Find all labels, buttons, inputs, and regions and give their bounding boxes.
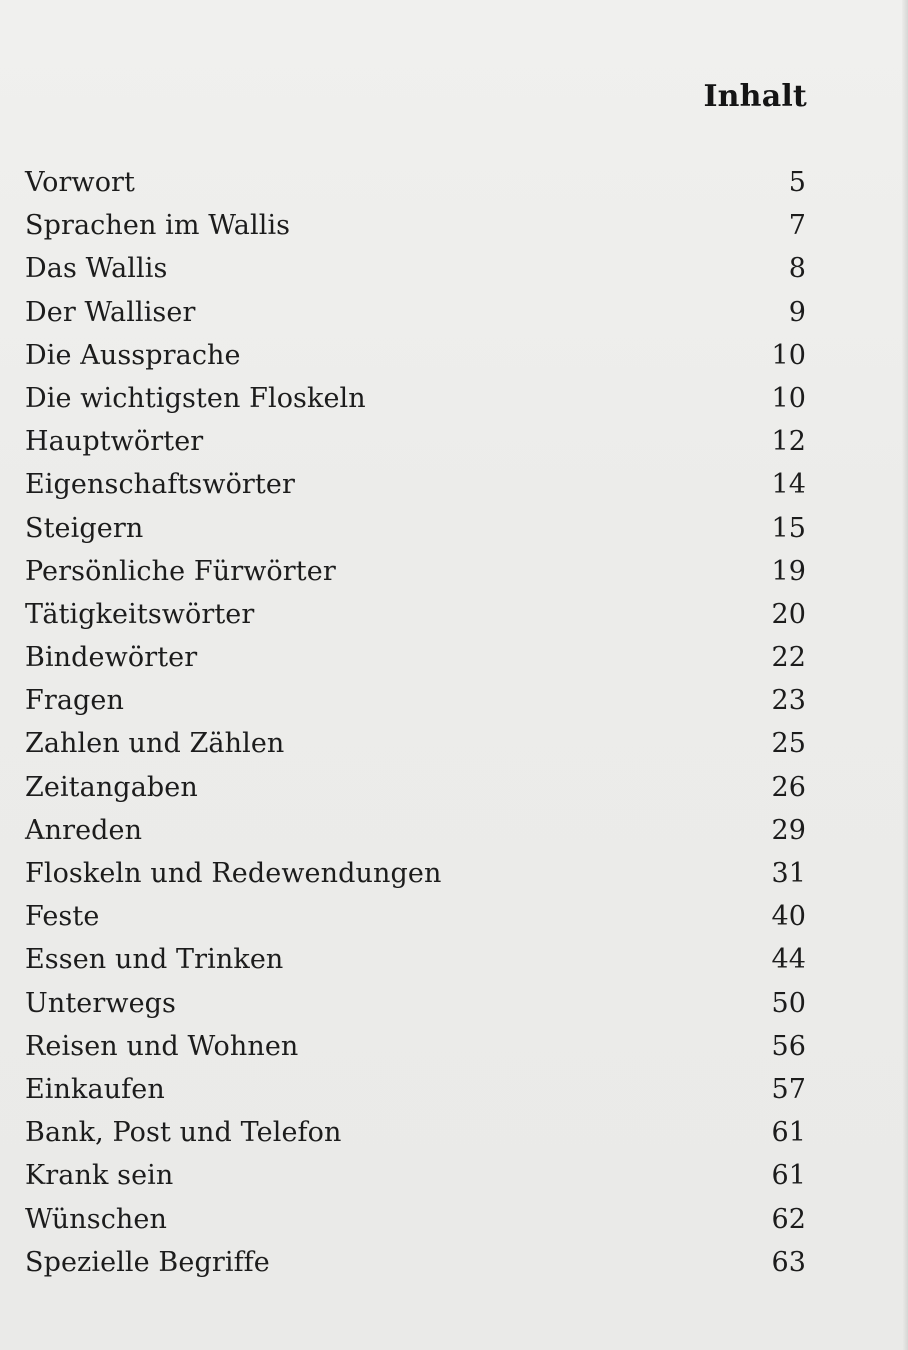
toc-entry-label: Fragen (25, 685, 124, 717)
toc-entry (25, 161, 806, 204)
toc-entry (25, 895, 806, 938)
toc-entry-label: Bank, Post und Telefon (25, 1117, 342, 1149)
toc-entry-page: 31 (771, 858, 806, 889)
toc-entry-page: 26 (771, 771, 806, 803)
toc-entry-label: Feste (25, 901, 100, 933)
toc-entry-page: 61 (771, 1117, 806, 1149)
toc-entry-page: 57 (771, 1073, 806, 1105)
toc-entry (25, 852, 806, 895)
toc-entry-label: Zahlen und Zählen (25, 728, 285, 760)
toc-entry-page: 20 (771, 598, 806, 630)
toc-entry-label: Sprachen im Wallis (25, 210, 291, 242)
toc-entry (25, 938, 806, 981)
toc-entry-page: 19 (771, 555, 806, 587)
toc-entry-label: Persönliche Fürwörter (25, 555, 336, 587)
toc-entry (25, 809, 806, 852)
toc-entry-label: Hauptwörter (25, 426, 204, 458)
toc-entry (25, 766, 806, 809)
toc-entry-label: Anreden (25, 814, 143, 846)
toc-entry-label: Unterwegs (25, 987, 177, 1019)
toc-list (25, 161, 806, 1284)
page-edge-shadow (902, 0, 908, 1350)
toc-entry (25, 334, 806, 377)
toc-entry-label: Das Wallis (25, 253, 168, 285)
toc-entry (25, 1241, 806, 1284)
toc-entry (25, 550, 806, 593)
toc-entry-page: 8 (788, 253, 806, 285)
toc-entry (25, 1025, 806, 1068)
toc-entry-page: 22 (771, 642, 806, 674)
toc-entry (25, 1198, 806, 1241)
toc-entry-page: 14 (771, 469, 806, 501)
toc-entry-page: 61 (771, 1160, 806, 1192)
toc-entry (25, 377, 806, 420)
toc-entry (25, 679, 806, 722)
toc-entry-label: Eigenschaftswörter (25, 469, 295, 501)
toc-entry-page: 56 (771, 1030, 806, 1062)
toc-entry (25, 420, 806, 463)
toc-entry (25, 1068, 806, 1111)
toc-entry-page: 63 (771, 1246, 806, 1278)
toc-entry-label: Reisen und Wohnen (25, 1030, 299, 1062)
toc-entry (25, 463, 806, 506)
toc-entry-label: Die wichtigsten Floskeln (25, 382, 366, 414)
toc-entry-page: 25 (771, 728, 806, 760)
toc-entry-label: Wünschen (25, 1203, 167, 1235)
toc-entry-label: Die Aussprache (25, 339, 241, 371)
toc-entry-page: 7 (788, 210, 806, 242)
toc-entry-page: 29 (771, 814, 806, 846)
toc-entry (25, 982, 806, 1025)
toc-entry-page: 44 (771, 944, 806, 976)
toc-entry-page: 10 (771, 339, 806, 371)
toc-entry-label: Spezielle Begriffe (25, 1246, 270, 1278)
toc-entry-page: 50 (771, 987, 806, 1019)
toc-entry-label: Der Walliser (25, 296, 196, 328)
toc-entry-label: Steigern (25, 512, 144, 544)
toc-entry-label: Vorwort (25, 167, 136, 198)
toc-entry (25, 507, 806, 550)
toc-entry-page: 12 (771, 426, 806, 458)
toc-entry-label: Krank sein (25, 1160, 174, 1192)
toc-entry-page: 23 (771, 685, 806, 717)
toc-entry-label: Essen und Trinken (25, 944, 284, 976)
toc-entry-page: 40 (771, 901, 806, 933)
toc-entry-label: Floskeln und Redewendungen (25, 858, 442, 889)
toc-entry (25, 722, 806, 765)
toc-entry-page: 5 (788, 167, 806, 198)
toc-entry (25, 291, 806, 334)
toc-entry (25, 1111, 806, 1154)
toc-entry (25, 593, 806, 636)
toc-entry-page: 10 (771, 382, 806, 414)
toc-entry-label: Einkaufen (25, 1073, 165, 1105)
toc-entry (25, 636, 806, 679)
toc-entry (25, 247, 806, 290)
toc-title: Inhalt (703, 79, 807, 114)
toc-entry-page: 15 (771, 512, 806, 544)
toc-entry-label: Bindewörter (25, 642, 198, 674)
toc-entry-page: 62 (771, 1203, 806, 1235)
toc-entry (25, 1154, 806, 1197)
toc-entry-label: Zeitangaben (25, 771, 198, 803)
toc-entry-page: 9 (788, 296, 806, 328)
toc-entry (25, 204, 806, 247)
toc-entry-label: Tätigkeitswörter (25, 598, 255, 630)
